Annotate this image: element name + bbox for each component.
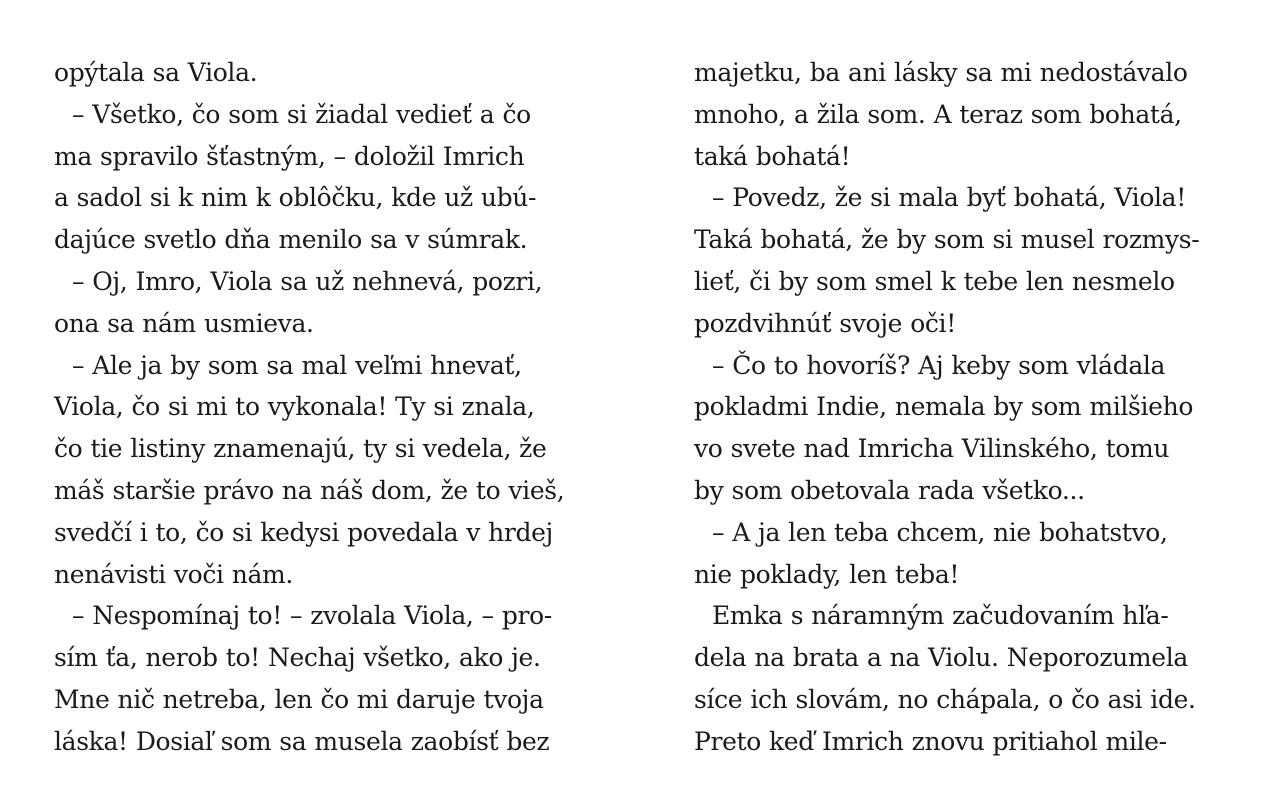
text-line: – Čo to hovoríš? Aj keby som vládala bbox=[712, 350, 1166, 380]
text-line: – Povedz, že si mala byť bohatá, Viola! bbox=[712, 183, 1186, 213]
text-line: Viola, čo si mi to vykonala! Ty si znala, bbox=[54, 392, 535, 422]
text-line: pozdvihnúť svoje oči! bbox=[694, 308, 956, 338]
text-line: ona sa nám usmieva. bbox=[54, 308, 314, 338]
text-line: čo tie listiny znamenajú, ty si vedela, že bbox=[54, 434, 547, 464]
text-line: – Ale ja by som sa mal veľmi hnevať, bbox=[72, 350, 522, 380]
left-page-column bbox=[54, 52, 594, 763]
text-line: ma spravilo šťastným, – doložil Imrich bbox=[54, 141, 525, 171]
text-line: – Oj, Imro, Viola sa už nehnevá, pozri, bbox=[72, 266, 543, 296]
text-line: by som obetovala rada všetko... bbox=[694, 475, 1085, 505]
text-line: pokladmi Indie, nemala by som milšieho bbox=[694, 392, 1194, 422]
text-line: Mne nič netreba, len čo mi daruje tvoja bbox=[54, 684, 544, 714]
text-line: nie poklady, len teba! bbox=[694, 559, 960, 589]
text-line: Emka s náramným začudovaním hľa- bbox=[712, 601, 1169, 631]
text-line: sím ťa, nerob to! Nechaj všetko, ako je. bbox=[54, 643, 541, 673]
text-line: máš staršie právo na náš dom, že to vieš, bbox=[54, 475, 565, 505]
text-line: svedčí i to, čo si kedysi povedala v hrdej bbox=[54, 517, 553, 547]
text-line: láska! Dosiaľ som sa musela zaobísť bez bbox=[54, 726, 550, 756]
text-line: opýtala sa Viola. bbox=[54, 58, 258, 87]
text-line: – Všetko, čo som si žiadal vedieť a čo bbox=[72, 99, 531, 129]
text-line: taká bohatá! bbox=[694, 141, 851, 171]
text-line: dela na brata a na Violu. Neporozumela bbox=[694, 643, 1188, 673]
text-line: majetku, ba ani lásky sa mi nedostávalo bbox=[694, 58, 1188, 87]
text-line: lieť, či by som smel k tebe len nesmelo bbox=[694, 266, 1175, 296]
text-line: – Nespomínaj to! – zvolala Viola, – pro- bbox=[72, 601, 552, 631]
text-line: nenávisti voči nám. bbox=[54, 559, 293, 589]
text-line: dajúce svetlo dňa menilo sa v súmrak. bbox=[54, 225, 528, 255]
text-line: vo svete nad Imricha Vilinského, tomu bbox=[694, 434, 1170, 464]
right-page-column bbox=[694, 52, 1234, 763]
text-line: síce ich slovám, no chápala, o čo asi ide. bbox=[694, 684, 1196, 714]
text-line: – A ja len teba chcem, nie bohatstvo, bbox=[712, 517, 1168, 547]
text-line: Preto keď Imrich znovu pritiahol mile- bbox=[694, 726, 1167, 756]
text-line: mnoho, a žila som. A teraz som bohatá, bbox=[694, 99, 1182, 129]
text-line: a sadol si k nim k oblôčku, kde už ubú- bbox=[54, 183, 537, 213]
text-line: Taká bohatá, že by som si musel rozmys- bbox=[694, 225, 1200, 255]
